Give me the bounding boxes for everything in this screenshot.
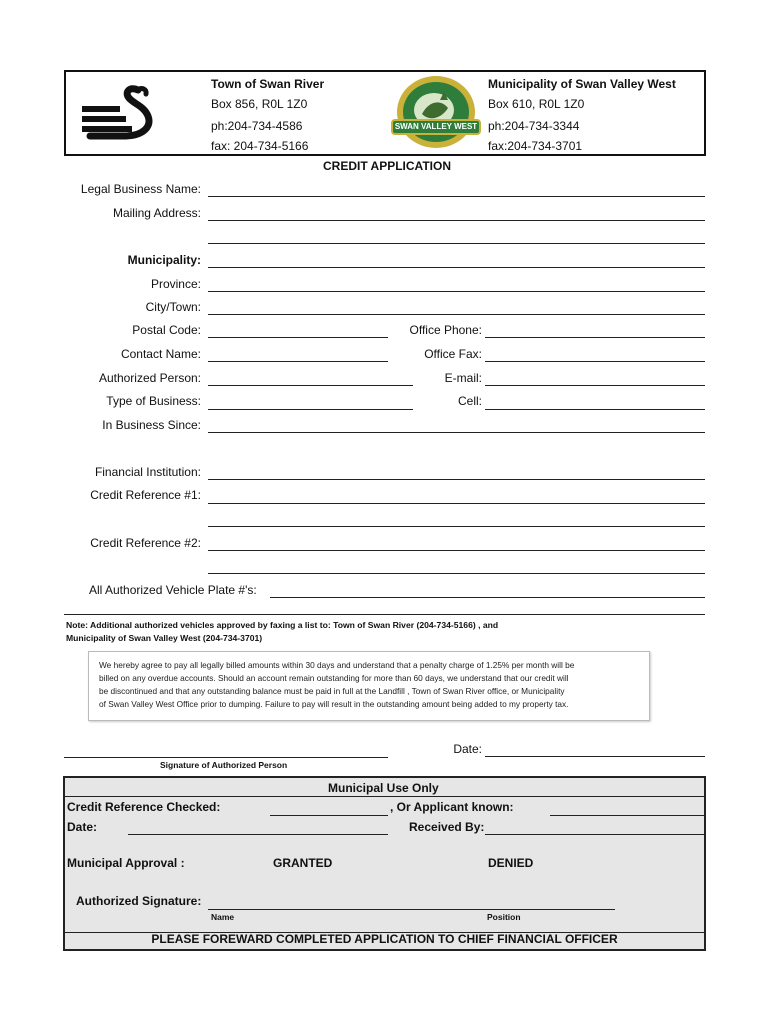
- swan-logo-icon: [80, 84, 176, 146]
- municipal-title: Municipal Use Only: [328, 781, 439, 795]
- credit-checked-label: Credit Reference Checked:: [67, 800, 221, 814]
- page-title: CREDIT APPLICATION: [323, 159, 451, 173]
- vehicle-plates-field-2[interactable]: [64, 614, 705, 615]
- city-field[interactable]: [208, 314, 705, 315]
- municipality-fax: fax:204-734-3701: [488, 139, 583, 153]
- note-line-1: Note: Additional authorized vehicles approved by faxing a list to: Town of Swan River (204-734-5166) , and: [66, 620, 499, 630]
- date-label: Date:: [453, 742, 482, 756]
- legal-name-field[interactable]: [208, 196, 705, 197]
- municipal-date-field[interactable]: [128, 834, 388, 835]
- received-by-field[interactable]: [485, 834, 705, 835]
- office-fax-field[interactable]: [485, 361, 705, 362]
- municipal-approval-label: Municipal Approval :: [67, 856, 185, 870]
- province-label: Province:: [150, 277, 201, 291]
- email-label: E-mail:: [444, 371, 482, 385]
- office-fax-label: Office Fax:: [424, 347, 482, 361]
- municipality-address: Box 610, R0L 1Z0: [488, 97, 585, 111]
- cell-label: Cell:: [457, 394, 482, 408]
- credit-reference-2-field[interactable]: [208, 550, 705, 551]
- business-type-label: Type of Business:: [106, 394, 201, 408]
- received-by-label: Received By:: [409, 820, 485, 834]
- vehicle-plates-field[interactable]: [270, 597, 705, 598]
- agreement-line-4: of Swan Valley West Office prior to dumping. Failure to pay will result in the outstanding amount being added to my property tax.: [99, 699, 569, 709]
- office-phone-field[interactable]: [485, 337, 705, 338]
- signature-field[interactable]: [64, 757, 388, 758]
- city-label: City/Town:: [145, 300, 201, 314]
- cell-field[interactable]: [485, 409, 705, 410]
- business-since-label: In Business Since:: [102, 418, 201, 432]
- municipal-divider-top: [65, 796, 704, 797]
- municipality-field[interactable]: [208, 267, 705, 268]
- applicant-known-label: , Or Applicant known:: [390, 800, 514, 814]
- mailing-address-field[interactable]: [208, 220, 705, 221]
- credit-reference-2-label: Credit Reference #2:: [90, 536, 201, 550]
- credit-reference-1-label: Credit Reference #1:: [90, 488, 201, 502]
- footer-instruction: PLEASE FOREWARD COMPLETED APPLICATION TO CHIEF FINANCIAL OFFICER: [151, 932, 618, 946]
- agreement-line-2: billed on any overdue accounts. Should an account remain outstanding for more than 60 days, we understand that our credit will: [99, 673, 569, 683]
- town-phone: ph:204-734-4586: [211, 119, 303, 133]
- contact-name-field[interactable]: [208, 361, 388, 362]
- granted-option[interactable]: GRANTED: [273, 856, 333, 870]
- province-field[interactable]: [208, 291, 705, 292]
- authorized-signature-field[interactable]: [208, 909, 615, 910]
- municipal-date-label: Date:: [67, 820, 98, 834]
- postal-code-field[interactable]: [208, 337, 388, 338]
- contact-name-label: Contact Name:: [120, 347, 201, 361]
- credit-reference-1-field-2[interactable]: [208, 526, 705, 527]
- town-name: Town of Swan River: [211, 77, 325, 91]
- date-field[interactable]: [485, 756, 705, 757]
- agreement-box: [88, 651, 650, 721]
- authorized-signature-label: Authorized Signature:: [76, 894, 202, 908]
- town-fax: fax: 204-734-5166: [211, 139, 309, 153]
- swan-valley-west-seal-icon: [388, 74, 484, 152]
- vehicle-plates-label: All Authorized Vehicle Plate #'s:: [89, 583, 257, 597]
- position-caption: Position: [487, 912, 521, 922]
- credit-checked-field[interactable]: [270, 815, 388, 816]
- municipality-label: Municipality:: [127, 253, 201, 267]
- seal-label: SWAN VALLEY WEST: [394, 122, 478, 131]
- business-type-field[interactable]: [208, 409, 413, 410]
- signature-caption: Signature of Authorized Person: [160, 760, 288, 770]
- financial-institution-field[interactable]: [208, 479, 705, 480]
- municipality-phone: ph:204-734-3344: [488, 119, 580, 133]
- financial-institution-label: Financial Institution:: [94, 465, 201, 479]
- legal-name-label: Legal Business Name:: [80, 182, 201, 196]
- mailing-address-label: Mailing Address:: [112, 206, 201, 220]
- municipality-name: Municipality of Swan Valley West: [488, 77, 676, 91]
- authorized-person-label: Authorized Person:: [98, 371, 201, 385]
- authorized-person-field[interactable]: [208, 385, 413, 386]
- office-phone-label: Office Phone:: [409, 323, 482, 337]
- business-since-field[interactable]: [208, 432, 705, 433]
- credit-reference-2-field-2[interactable]: [208, 573, 705, 574]
- note-line-2: Municipality of Swan Valley West (204-734-3701): [66, 633, 263, 643]
- mailing-address-field-2[interactable]: [208, 243, 705, 244]
- name-caption: Name: [211, 912, 235, 922]
- credit-reference-1-field[interactable]: [208, 503, 705, 504]
- denied-option[interactable]: DENIED: [488, 856, 534, 870]
- postal-code-label: Postal Code:: [132, 323, 201, 337]
- agreement-line-1: We hereby agree to pay all legally billed amounts within 30 days and understand that a penalty charge of 1.25% per month will be: [99, 660, 575, 670]
- town-address: Box 856, R0L 1Z0: [211, 97, 308, 111]
- applicant-known-field[interactable]: [550, 815, 705, 816]
- agreement-line-3: be discontinued and that any outstanding balance must be paid in full at the Landfill , Town of Swan River office, or Municipality: [99, 686, 565, 696]
- email-field[interactable]: [485, 385, 705, 386]
